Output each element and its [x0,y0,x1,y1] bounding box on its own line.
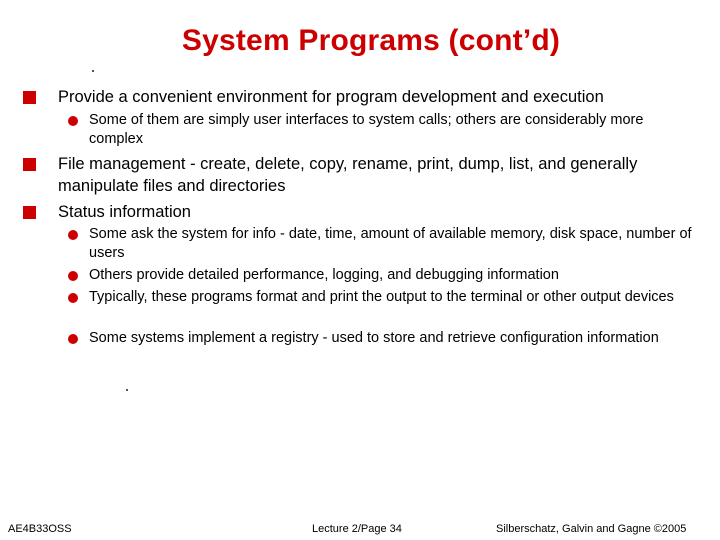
round-bullet-icon [68,271,78,281]
footer-copyright: Silberschatz, Galvin and Gagne ©2005 [496,523,687,535]
sub-bullet-performance-logging: Others provide detailed performance, logging, and debugging information [89,267,559,283]
bullet-file-management: File management - create, delete, copy, rename, print, dump, list, and generally manipulate files and directories [58,155,638,195]
round-bullet-icon [68,293,78,303]
square-bullet-icon [23,91,36,104]
stray-dot [126,389,128,391]
round-bullet-icon [68,230,78,240]
sub-bullet-system-info: Some ask the system for info - date, time, amount of available memory, disk space, number of users [89,226,692,261]
bullet-status-information: Status information [58,203,191,221]
square-bullet-icon [23,158,36,171]
footer-course-code: AE4B33OSS [8,523,72,535]
sub-bullet-format-output: Typically, these programs format and print the output to the terminal or other output devices [89,289,674,305]
sub-bullet-system-call-interfaces: Some of them are simply user interfaces to system calls; others are considerably more complex [89,112,644,147]
round-bullet-icon [68,116,78,126]
footer-page-number: Lecture 2/Page 34 [312,523,402,535]
square-bullet-icon [23,206,36,219]
stray-dot [92,70,94,72]
slide-title: System Programs (cont’d) [181,24,561,57]
round-bullet-icon [68,334,78,344]
bullet-program-environment: Provide a convenient environment for program development and execution [58,88,604,106]
sub-bullet-registry: Some systems implement a registry - used to store and retrieve configuration information [89,330,659,346]
